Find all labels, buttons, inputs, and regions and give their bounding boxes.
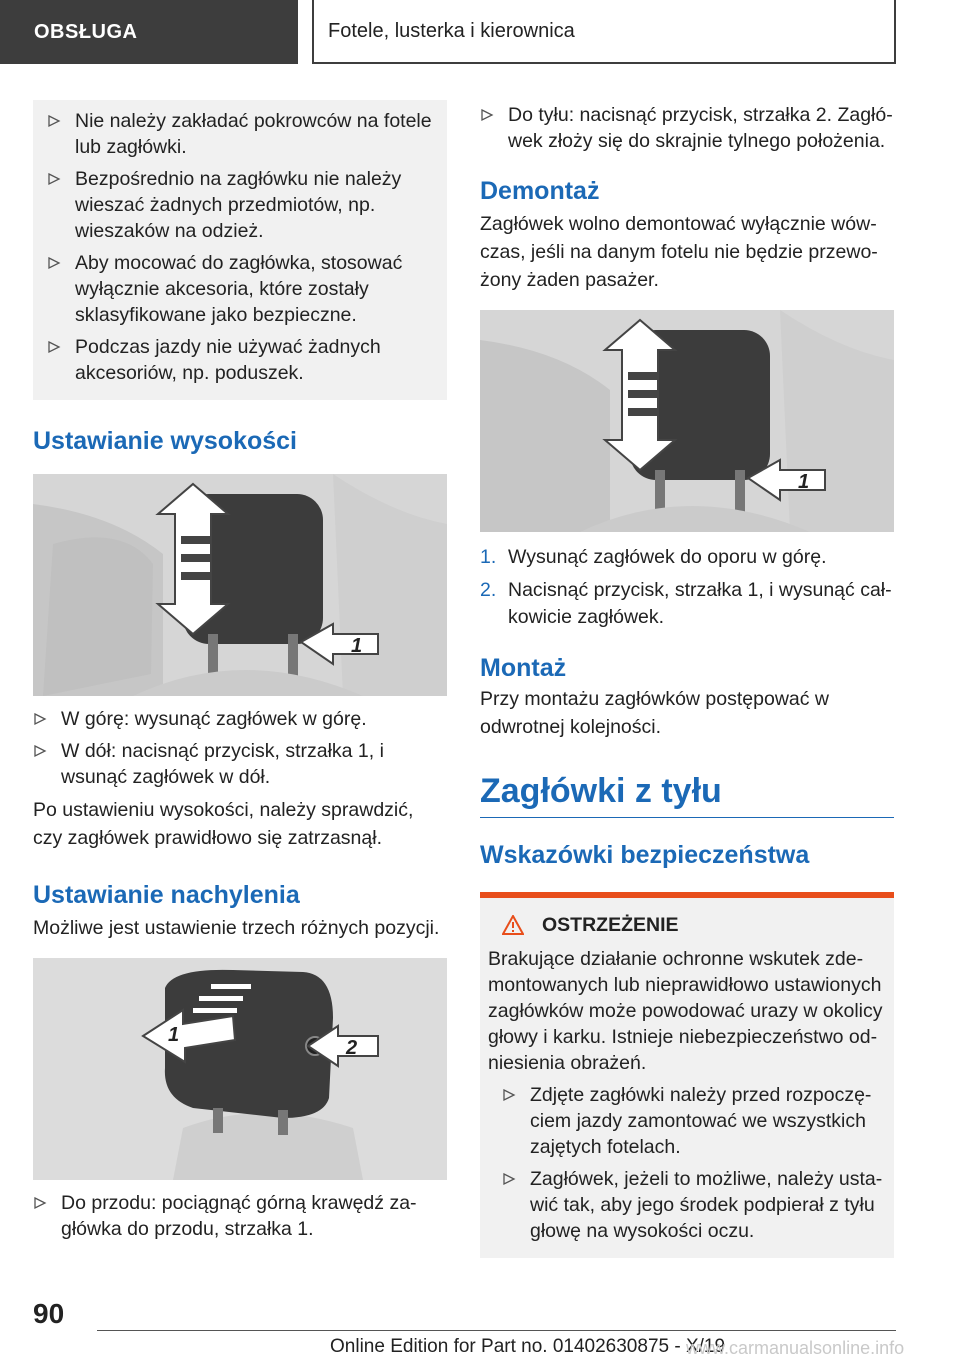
left-column [33, 100, 447, 1242]
bullet-triangle-icon [502, 1172, 516, 1186]
install-paragraph: Przy montażu zagłówków postępować w odwrotnej kolejności. [480, 688, 829, 738]
bullet-triangle-icon [47, 114, 61, 128]
list-text: Zagłówek, jeżeli to możliwe, należy ustawić tak, aby jego środek podpierał z tyłu głowę na wysokości oczu. [530, 1168, 883, 1242]
headrest-tilt-figure [33, 958, 447, 1180]
headrest-removal-figure [480, 310, 894, 532]
section-title: OBSŁUGA [34, 20, 138, 43]
safety-note-box [33, 100, 447, 400]
chapter-title: Fotele, lusterka i kierownica [328, 19, 575, 42]
bullet-triangle-icon [47, 172, 61, 186]
rear-headrests-heading: Zagłówki z tyłu [480, 772, 722, 810]
bullet-triangle-icon [480, 108, 494, 122]
tilt-list [33, 1190, 447, 1242]
install-heading: Montaż [480, 654, 567, 682]
footer-rule [97, 1330, 896, 1331]
edition-text: Online Edition for Part no. 01402630875 - X/19 [330, 1336, 726, 1357]
list-item [480, 102, 894, 154]
bullet-triangle-icon [502, 1088, 516, 1102]
warning-title-row [488, 910, 884, 940]
headrest-height-figure [33, 474, 447, 696]
note-text: Nie należy zakładać pokrowców na fotele lub zagłówki. [75, 110, 432, 158]
step-text: Nacisnąć przycisk, strzałka 1, i wysunąć całkowicie zagłówek. [508, 579, 892, 628]
headrest-height-illustration [33, 474, 447, 696]
right-column [480, 100, 894, 1258]
step-item [480, 577, 894, 631]
step-text: Wysunąć zagłówek do oporu w górę. [508, 546, 827, 568]
step-item [480, 544, 894, 571]
list-text: Do przodu: pociągnąć górną krawędź zagłówka do przodu, strzałka 1. [61, 1192, 417, 1240]
list-item [502, 1082, 884, 1160]
safety-heading: Wskazówki bezpieczeństwa [480, 841, 810, 869]
warning-text: Brakujące działanie ochronne wskutek zdemontowanych lub nieprawidłowo ustawionych zagłówków może powodować urazy w okolicy głowy i karku. Istnieje niebezpieczeństwo odniesienia obrażeń. [488, 948, 883, 1074]
headrest-removal-illustration [480, 310, 894, 532]
tilt-list-continued [480, 102, 894, 154]
section-tab [0, 0, 298, 64]
note-text: Aby mocować do zagłówka, stosować wyłącznie akcesoria, które zostały sklasyfikowane jako bezpieczne. [75, 252, 403, 326]
list-item [33, 1190, 447, 1242]
list-item [33, 706, 447, 732]
list-item [47, 250, 433, 328]
bullet-triangle-icon [33, 1196, 47, 1210]
heading-rule [480, 817, 894, 818]
step-number: 2. [480, 579, 497, 601]
height-list [33, 706, 447, 790]
removal-steps [480, 544, 894, 631]
note-text: Bezpośrednio na zagłówku nie należy wieszać żadnych przedmiotów, np. wieszaków na odzież. [75, 168, 402, 242]
tilt-paragraph: Możliwe jest ustawienie trzech różnych pozycji. [33, 917, 440, 939]
bullet-triangle-icon [33, 712, 47, 726]
list-item [47, 108, 433, 160]
step-number: 1. [480, 546, 497, 568]
list-item [33, 738, 447, 790]
chapter-tab [312, 0, 896, 64]
warning-box [480, 898, 894, 1258]
list-item [47, 166, 433, 244]
tilt-heading: Ustawianie nachylenia [33, 881, 300, 909]
height-heading: Ustawianie wysokości [33, 427, 298, 455]
list-text: Zdjęte zagłówki należy przed rozpoczęciem jazdy zamontować we wszystkich zajętych fotelach. [530, 1084, 872, 1158]
note-list [47, 108, 433, 386]
warning-title: OSTRZEŻENIE [542, 913, 679, 936]
bullet-triangle-icon [33, 744, 47, 758]
list-item [502, 1166, 884, 1244]
removal-paragraph: Zagłówek wolno demontować wyłącznie wówczas, jeśli na danym fotelu nie będzie przewożony żaden pasażer. [480, 213, 878, 291]
list-item [47, 334, 433, 386]
list-text: W górę: wysunąć zagłówek w górę. [61, 708, 367, 730]
warning-list [488, 1082, 884, 1244]
headrest-tilt-illustration [33, 958, 447, 1180]
list-text: Do tyłu: nacisnąć przycisk, strzałka 2. Zagłówek złoży się do skrajnie tylnego położenia. [508, 104, 893, 152]
watermark: www.carmanualsonline.info [686, 1338, 905, 1358]
bullet-triangle-icon [47, 256, 61, 270]
warning-triangle-icon [502, 915, 524, 935]
removal-heading: Demontaż [480, 177, 600, 205]
bullet-triangle-icon [47, 340, 61, 354]
callout-label: 1 [168, 1024, 180, 1046]
callout-label: 1 [351, 635, 363, 657]
callout-label: 1 [798, 471, 810, 493]
page-number: 90 [33, 1298, 65, 1329]
callout-label: 2 [346, 1037, 358, 1059]
height-paragraph: Po ustawieniu wysokości, należy sprawdzić, czy zagłówek prawidłowo się zatrzasnął. [33, 799, 414, 849]
note-text: Podczas jazdy nie używać żadnych akcesoriów, np. poduszek. [75, 336, 381, 384]
list-text: W dół: nacisnąć przycisk, strzałka 1, i wsunąć zagłówek w dół. [61, 740, 384, 788]
